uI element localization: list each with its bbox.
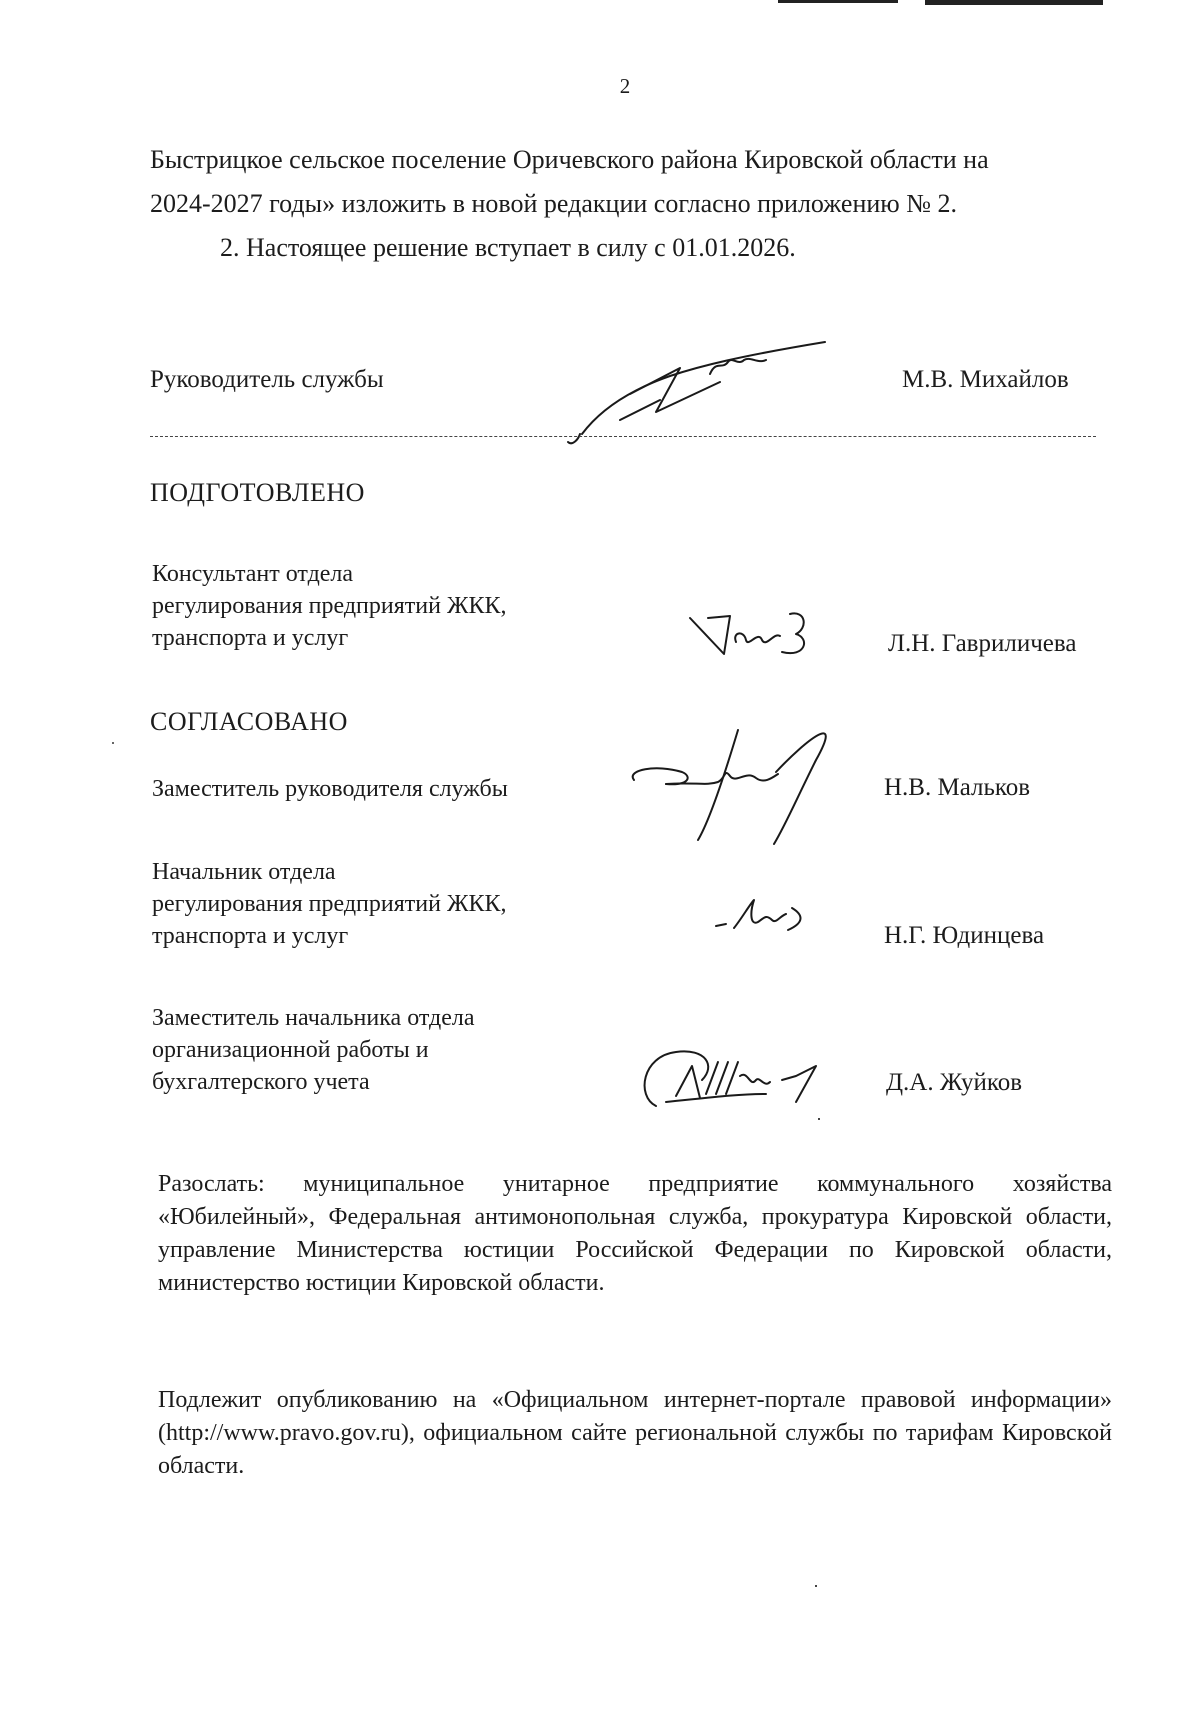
paragraph-continuation-line-1: Быстрицкое сельское поселение Оричевского района Кировской области на [150, 145, 989, 174]
main-signer-name: М.В. Михайлов [902, 366, 1069, 393]
scan-speck [112, 742, 114, 744]
scan-mark-right [925, 0, 1103, 5]
signature-divider [150, 436, 1096, 437]
title-line: транспорта и услуг [152, 625, 349, 651]
agreed-signer-1-name: Н.В. Мальков [884, 774, 1031, 801]
title-line: Заместитель руководителя службы [152, 776, 508, 802]
prepared-signer-title [152, 558, 506, 654]
prepared-signature-image [686, 606, 826, 666]
scan-speck [815, 1585, 817, 1587]
title-line: регулирования предприятий ЖКК, [152, 891, 507, 917]
agreed-signer-1-signature-image [626, 720, 846, 850]
agreed-signer-1-title [152, 773, 508, 805]
agreed-signer-3-name: Д.А. Жуйков [886, 1069, 1023, 1096]
publication-note: Подлежит опубликованию на «Официальном интернет-портале правовой информации» (http://www.pravo.gov.ru), официальном сайте региональной службы по тарифам Кировской области. [158, 1387, 1112, 1479]
prepared-signer-name: Л.Н. Гавриличева [888, 630, 1077, 657]
scan-mark-left [778, 0, 898, 3]
paragraph-point-2: 2. Настоящее решение вступает в силу с 01.01.2026. [220, 233, 796, 262]
agreed-signer-2-signature-image [714, 892, 814, 942]
agreed-signer-2-name: Н.Г. Юдинцева [884, 922, 1045, 949]
agreed-signer-3-title [152, 1002, 475, 1098]
title-line: транспорта и услуг [152, 923, 349, 949]
main-signer-title: Руководитель службы [150, 366, 384, 393]
page-number: 2 [619, 74, 631, 98]
scan-speck [818, 1118, 820, 1120]
main-signature-image [560, 330, 840, 450]
distribution-list: Разослать: муниципальное унитарное предприятие коммунального хозяйства «Юбилейный», Федеральная антимонопольная служба, прокуратура Кировской области, управление Министерства юстиции Российской Федерации по Кировской области, министерство юстиции Кировской области. [158, 1171, 1112, 1296]
title-line: Консультант отдела [152, 561, 354, 587]
agreed-heading: СОГЛАСОВАНО [150, 707, 348, 736]
prepared-heading: ПОДГОТОВЛЕНО [150, 478, 365, 507]
agreed-signer-3-signature-image [636, 1036, 836, 1116]
title-line: бухгалтерского учета [152, 1069, 370, 1095]
title-line: Начальник отдела [152, 859, 336, 885]
title-line: регулирования предприятий ЖКК, [152, 593, 507, 619]
agreed-signer-2-title [152, 856, 506, 952]
paragraph-continuation-line-2: 2024-2027 годы» изложить в новой редакции согласно приложению № 2. [150, 189, 958, 218]
title-line: организационной работы и [152, 1037, 429, 1063]
title-line: Заместитель начальника отдела [152, 1005, 475, 1031]
